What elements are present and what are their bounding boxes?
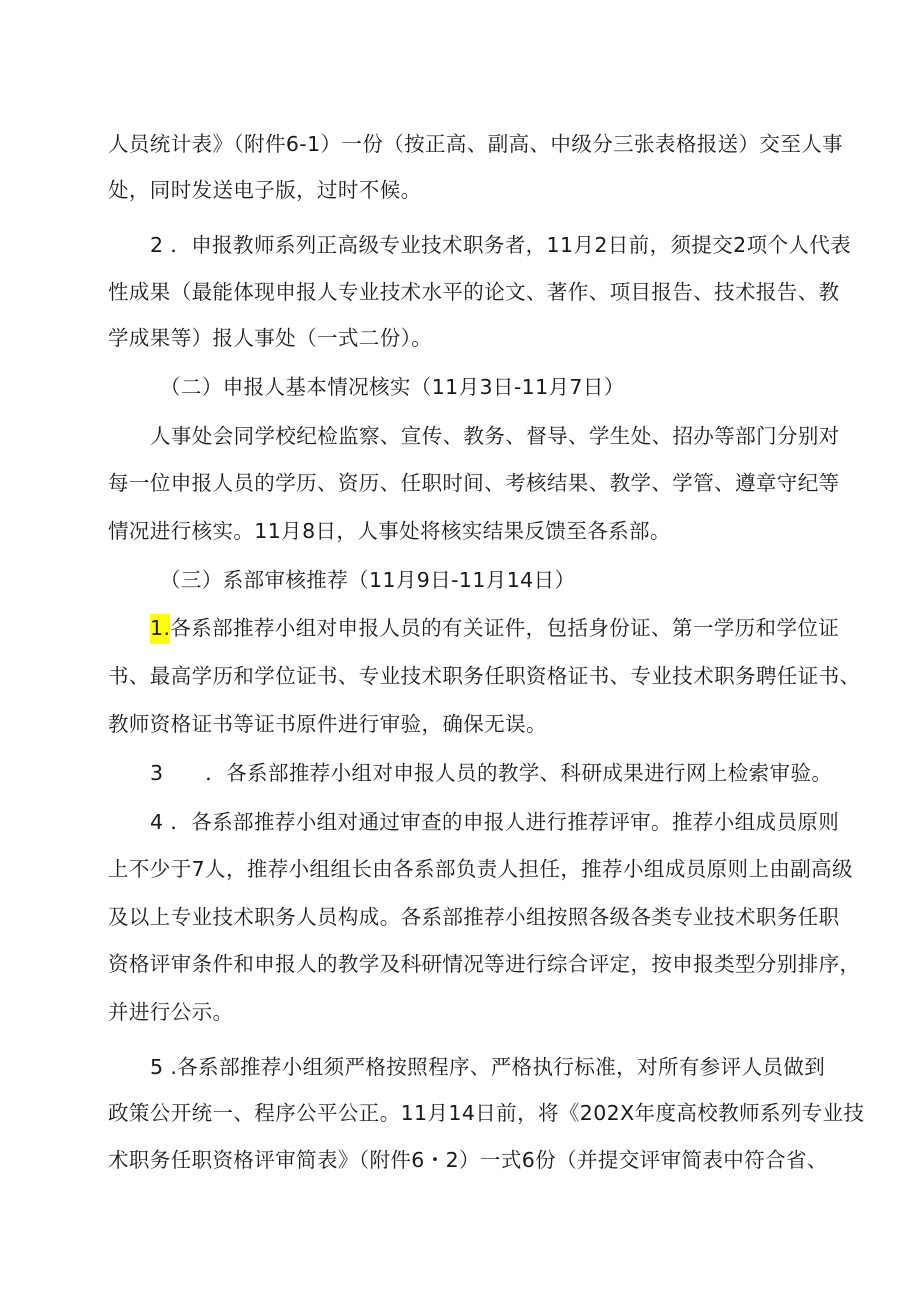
paragraph-line: 教师资格证书等证书原件进行审验，确保无误。 bbox=[108, 712, 547, 736]
paragraph-line bbox=[0, 614, 920, 642]
paragraph-line: 术职务任职资格评审简表》（附件6・2）一式6份（并提交评审简表中符合省、 bbox=[108, 1148, 828, 1172]
paragraph-line: 学成果等）报人事处（一式二份）。 bbox=[108, 326, 433, 350]
paragraph-line: 及以上专业技术职务人员构成。各系部推荐小组按照各级各类专业技术职务任职 bbox=[108, 905, 840, 929]
paragraph-line: 2 ．申报教师系列正高级专业技术职务者，11月2日前，须提交2项个人代表 bbox=[150, 233, 852, 257]
paragraph-line: 情况进行核实。11月8日，人事处将核实结果反馈至各系部。 bbox=[108, 519, 671, 543]
paragraph-line: 性成果（最能体现申报人专业技术水平的论文、著作、项目报告、技术报告、教 bbox=[108, 280, 840, 304]
paragraph-line-text: 各系部推荐小组对申报人员的有关证件，包括身份证、第一学历和学位证 bbox=[170, 616, 840, 640]
paragraph-line: 书、最高学历和学位证书、专业技术职务任职资格证书、专业技术职务聘任证书、 bbox=[108, 664, 861, 688]
highlighted-list-marker: 1. bbox=[150, 614, 170, 644]
paragraph-line: 人员统计表》（附件6-1）一份（按正高、副高、中级分三张表格报送）交至人事 bbox=[108, 132, 844, 156]
paragraph-line: 并进行公示。 bbox=[108, 1000, 234, 1024]
paragraph-line: 处，同时发送电子版，过时不候。 bbox=[108, 178, 422, 202]
paragraph-line: 政策公开统一、程序公平公正。11月14日前，将《202X年度高校教师系列专业技 bbox=[108, 1101, 865, 1125]
paragraph-line: 人事处会同学校纪检监察、宣传、教务、督导、学生处、招办等部门分别对 bbox=[150, 424, 840, 448]
paragraph-line: 每一位申报人员的学历、资历、任职时间、考核结果、教学、学管、遵章守纪等 bbox=[108, 471, 840, 495]
paragraph-line: 4 ．各系部推荐小组对通过审查的申报人进行推荐评审。推荐小组成员原则 bbox=[150, 810, 840, 834]
section-heading: （二）申报人基本情况核实（11月3日-11月7日） bbox=[160, 375, 625, 399]
section-heading: （三）系部审核推荐（11月9日-11月14日） bbox=[160, 568, 576, 592]
paragraph-line: 上不少于7人，推荐小组组长由各系部负责人担任，推荐小组成员原则上由副高级 bbox=[108, 857, 853, 881]
paragraph-line: 3 ．各系部推荐小组对申报人员的教学、科研成果进行网上检索审验。 bbox=[150, 761, 833, 785]
paragraph-line: 5 .各系部推荐小组须严格按照程序、严格执行标准，对所有参评人员做到 bbox=[150, 1055, 826, 1079]
paragraph-line: 资格评审条件和申报人的教学及科研情况等进行综合评定，按申报类型分别排序， bbox=[108, 952, 861, 976]
